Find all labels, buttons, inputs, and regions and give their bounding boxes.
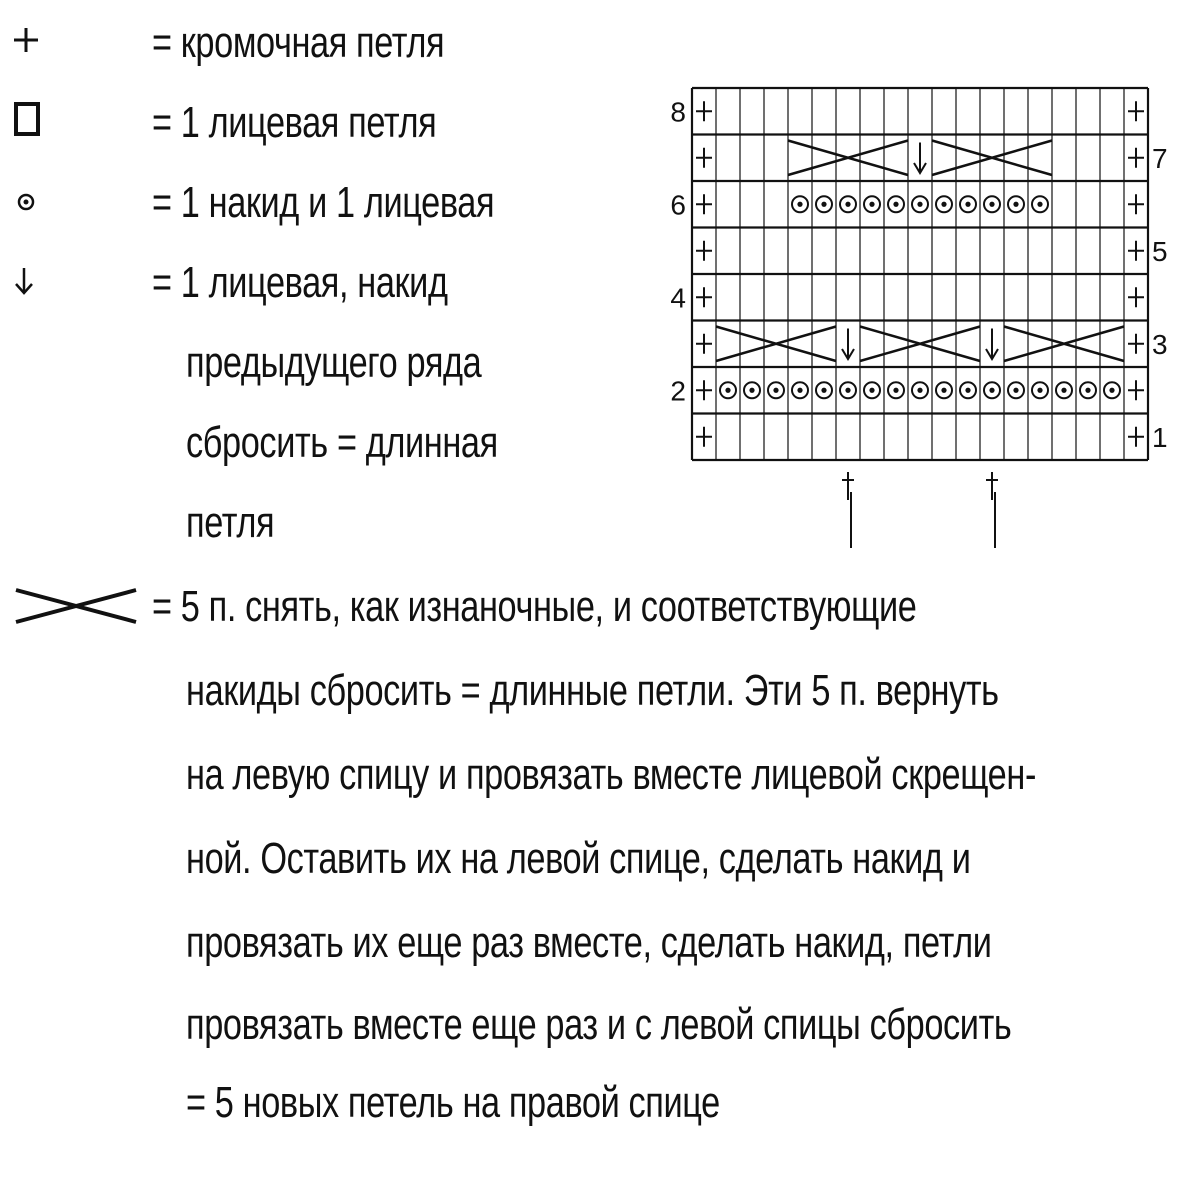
legend-text-cross: = 5 п. снять, как изнаночные, и соответствующие: [152, 582, 917, 631]
yarn-over-symbol-dot: [821, 202, 826, 207]
yarn-over-symbol-dot: [989, 202, 994, 207]
yarn-over-symbol-dot: [725, 388, 730, 393]
yarn-over-symbol-dot: [749, 388, 754, 393]
yarn-over-symbol-dot: [917, 388, 922, 393]
yarn-over-symbol-dot: [773, 388, 778, 393]
yarn-over-symbol-dot: [965, 202, 970, 207]
row-number-right: 1: [1152, 421, 1168, 453]
yarn-over-symbol-dot: [869, 388, 874, 393]
yarn-over-symbol-dot: [797, 202, 802, 207]
yarn-over-symbol-dot: [845, 202, 850, 207]
row-number-right: 5: [1152, 235, 1168, 267]
yarn-over-symbol-dot: [1037, 202, 1042, 207]
dot-circle-icon: [6, 180, 46, 220]
legend-text-arrow-line-4: петля: [186, 498, 275, 547]
row-number-right: 3: [1152, 328, 1168, 360]
row-number-left: 8: [670, 96, 686, 128]
yarn-over-symbol-dot: [1037, 388, 1042, 393]
yarn-over-symbol-dot: [845, 388, 850, 393]
yarn-over-symbol-dot: [869, 202, 874, 207]
legend-text-cross-line-6: провязать вместе еще раз и с левой спицы сбросить: [186, 1000, 1012, 1049]
yarn-over-symbol-dot: [965, 388, 970, 393]
legend-text-cross-line-7: = 5 новых петель на правой спице: [186, 1078, 720, 1127]
row-number-right: 7: [1152, 142, 1168, 174]
square-icon: [6, 100, 46, 140]
plus-icon: [6, 20, 46, 60]
yarn-over-symbol-dot: [989, 388, 994, 393]
legend-text-cross-line-3: на левую спицу и провязать вместе лицевой скрещен-: [186, 750, 1036, 799]
yarn-over-symbol-dot: [1109, 388, 1114, 393]
yarn-over-symbol-dot: [893, 202, 898, 207]
yarn-over-symbol-dot: [1085, 388, 1090, 393]
cross-cable-icon: [12, 584, 140, 628]
yarn-over-symbol-dot: [1013, 202, 1018, 207]
legend-text-arrow-line-3: сбросить = длинная: [186, 418, 498, 467]
legend-text-yo-knit: = 1 накид и 1 лицевая: [152, 178, 495, 227]
row-number-left: 4: [670, 282, 686, 314]
yarn-over-symbol-dot: [797, 388, 802, 393]
row-number-left: 2: [670, 375, 686, 407]
row-number-left: 6: [670, 189, 686, 221]
yarn-over-symbol-dot: [941, 388, 946, 393]
yarn-over-symbol-dot: [941, 202, 946, 207]
legend-text-cross-line-4: ной. Оставить их на левой спице, сделать накид и: [186, 834, 971, 883]
legend-text-arrow: = 1 лицевая, накид: [152, 258, 448, 307]
knitting-chart: [662, 80, 1192, 560]
down-arrow-icon: [6, 260, 46, 300]
legend-text-cross-line-2: накиды сбросить = длинные петли. Эти 5 п. вернуть: [186, 666, 999, 715]
legend-text-knit: = 1 лицевая петля: [152, 98, 437, 147]
yarn-over-symbol-dot: [1061, 388, 1066, 393]
legend-text-arrow-line-2: предыдущего ряда: [186, 338, 482, 387]
legend-text-edge: = кромочная петля: [152, 18, 445, 67]
yarn-over-symbol-dot: [821, 388, 826, 393]
yarn-over-symbol-dot: [893, 388, 898, 393]
yarn-over-symbol-dot: [917, 202, 922, 207]
legend-text-cross-line-5: провязать их еще раз вместе, сделать накид, петли: [186, 918, 992, 967]
yarn-over-symbol-dot: [1013, 388, 1018, 393]
